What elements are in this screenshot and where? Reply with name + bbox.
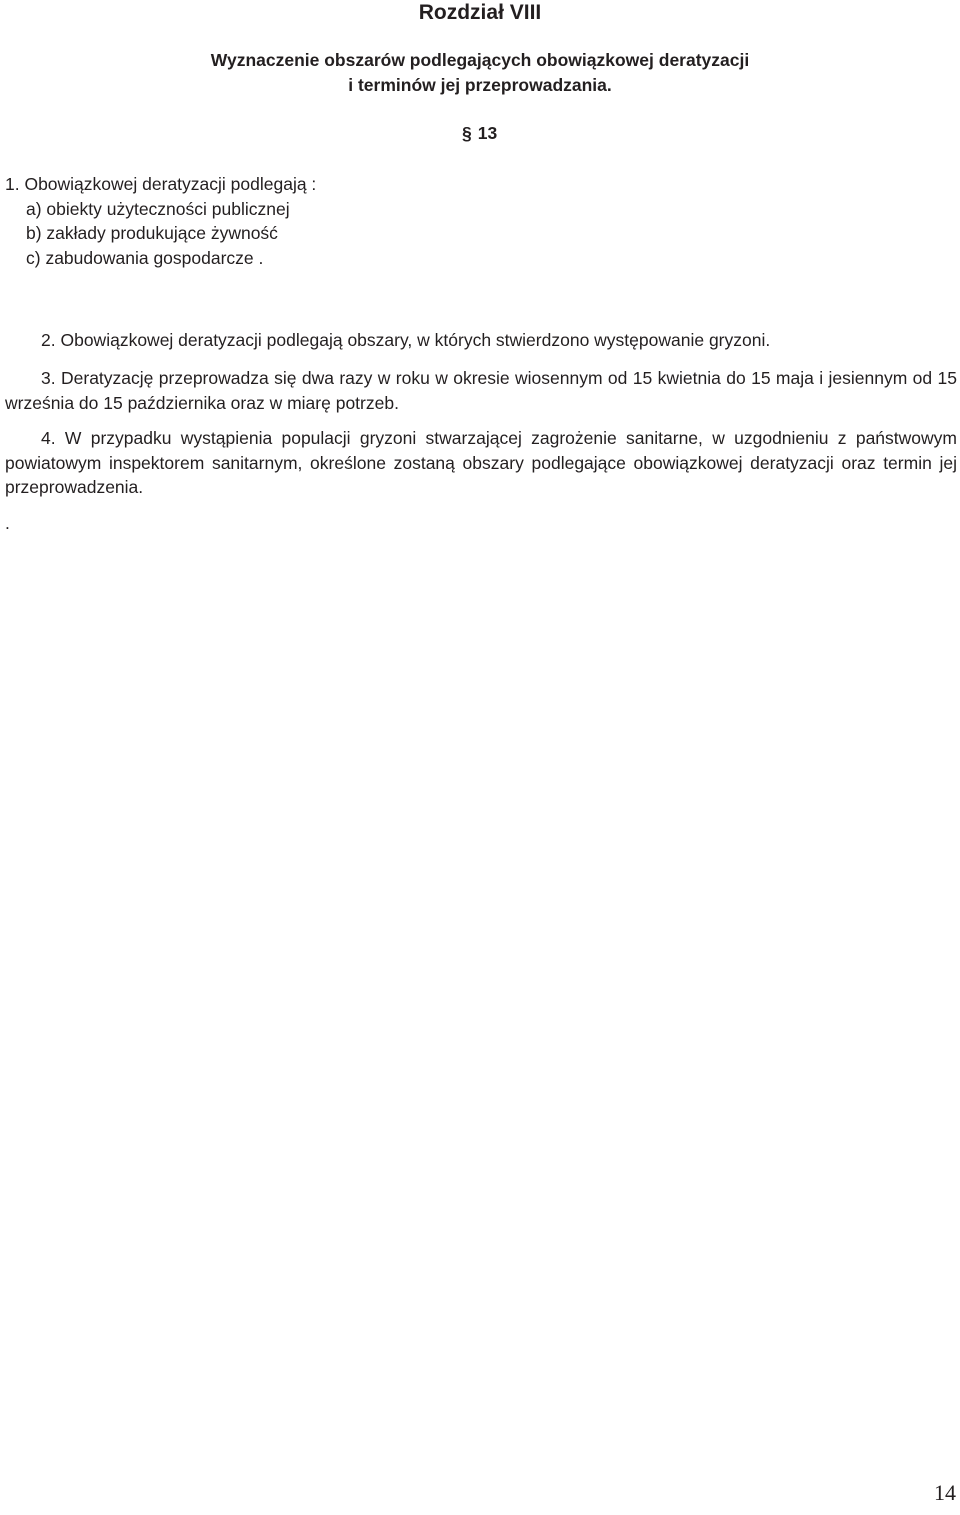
paragraph-4-text: W przypadku wystąpienia populacji gryzoni stwarzającej zagrożenie sanitarne, w uzgodnieniu z państwowym powiatowym inspektorem sanitarnym, określone zostaną obszary podlegające obowiązkowej deratyzacji oraz termin jej przeprowadzenia.: [5, 428, 957, 497]
paragraph-3-text: Deratyzację przeprowadza się dwa razy w roku w okresie wiosennym od 15 kwietnia do 15 maja i jesiennym od 15 września do 15 października oraz w miarę potrzeb.: [5, 368, 957, 413]
chapter-subtitle: [0, 48, 960, 97]
paragraph-2-number: 2.: [41, 330, 56, 350]
section-number: 13: [477, 123, 498, 143]
paragraph-3-number: 3.: [41, 368, 56, 388]
sub-item-b: b) zakłady produkujące żywność: [26, 223, 278, 243]
paragraph-4: [5, 426, 957, 500]
sub-item-a: a) obiekty użyteczności publicznej: [26, 198, 290, 219]
page-number: 14: [934, 1480, 956, 1505]
paragraph-2: [5, 328, 957, 353]
sub-item-c: c) zabudowania gospodarcze .: [26, 247, 264, 268]
section-heading: [462, 121, 497, 145]
paragraph-2-text: Obowiązkowej deratyzacji podlegają obszary, w których stwierdzono występowanie gryzoni.: [60, 330, 771, 350]
list-item-1-lead: 1. Obowiązkowej deratyzacji podlegają :: [5, 174, 317, 194]
chapter-title: Rozdział VIII: [418, 1, 542, 24]
paragraph-4-number: 4.: [41, 428, 56, 448]
chapter-subtitle-line-1: Wyznaczenie obszarów podlegających obowiązkowej deratyzacji: [210, 50, 750, 70]
list-item-1: [5, 172, 316, 270]
chapter-subtitle-line-2: i terminów jej przeprowadzania.: [348, 74, 612, 95]
paragraph-3: [5, 366, 957, 415]
trailing-dot: .: [5, 513, 10, 533]
section-symbol: §: [462, 123, 472, 143]
